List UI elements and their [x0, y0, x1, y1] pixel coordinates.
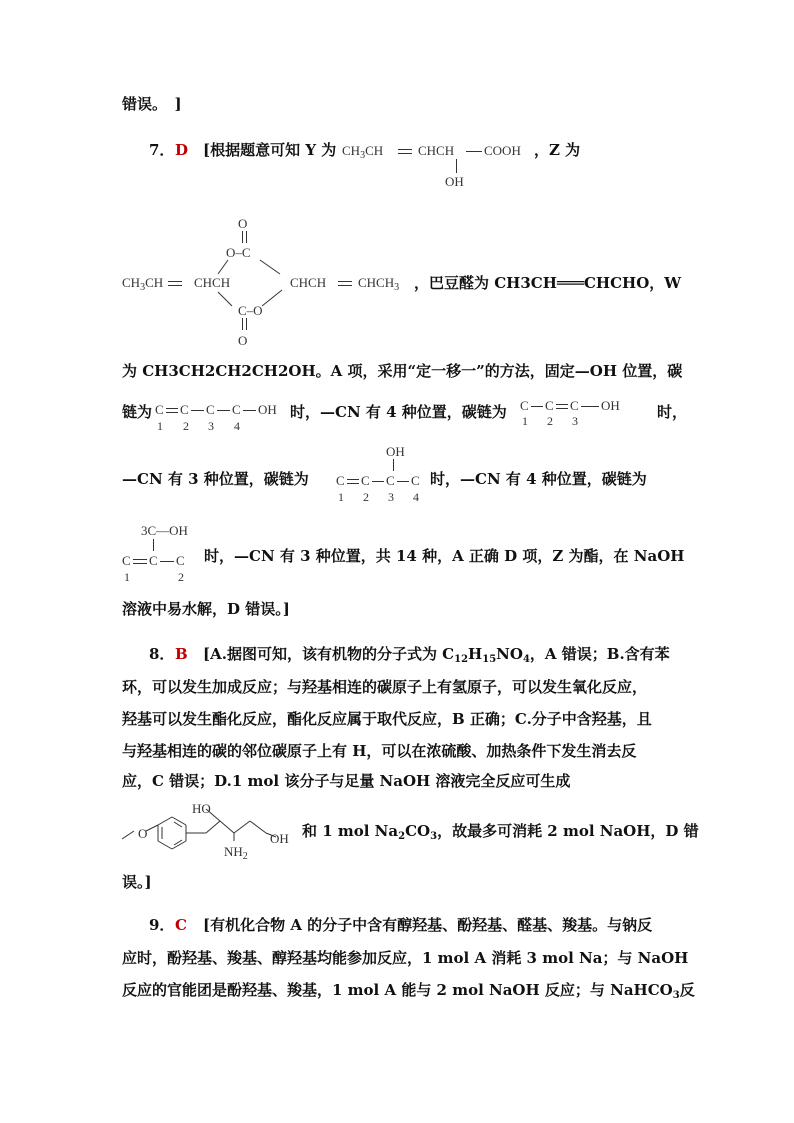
molecule-label: $NH_2$	[224, 844, 248, 862]
double-bond	[133, 559, 147, 564]
single-bond	[191, 410, 204, 411]
carbon-chain-4: C	[149, 553, 158, 568]
z-structure: O	[238, 216, 248, 231]
carbon-chain-2: C	[520, 398, 529, 413]
text-line: 链为	[122, 403, 153, 421]
z-structure: $CH_3CH$	[122, 275, 164, 293]
z-structure: O–C	[226, 245, 251, 260]
single-bond	[153, 539, 154, 551]
text-line: 与羟基相连的碳的邻位碳原子上有 H，可以在浓硫酸、加热条件下发生消去反	[122, 742, 637, 760]
carbon-number: 2	[178, 570, 184, 584]
carbon-number: 4	[413, 490, 419, 504]
single-bond	[581, 406, 599, 407]
carbon-number: 3	[208, 419, 214, 433]
text-line: 反应的官能团是酚羟基、羧基，1 mol A 能与 2 mol NaOH 反应；与 NaHCO$_3$反	[122, 981, 695, 1001]
single-bond	[217, 410, 230, 411]
text-line: 错误。 ]	[122, 95, 182, 113]
y-structure: CHCH	[418, 143, 455, 158]
answer-letter: D	[175, 141, 189, 159]
answer-letter: B	[175, 645, 188, 663]
carbon-chain-1: OH	[258, 402, 277, 417]
carbon-chain-3: C	[336, 473, 345, 488]
text-line: 时，—CN 有 4 种位置，碳链为	[290, 403, 507, 421]
single-bond	[397, 481, 409, 482]
carbon-number: 2	[183, 419, 189, 433]
single-bond	[160, 561, 174, 562]
double-bond	[242, 318, 243, 330]
text-line: 应时，酚羟基、羧基、醇羟基均能参加反应，1 mol A 消耗 3 mol Na；与 NaOH	[122, 949, 689, 967]
molecule-label: OH	[270, 831, 289, 846]
single-bond	[531, 406, 543, 407]
ring-bonds	[0, 0, 794, 360]
carbon-number: 2	[547, 414, 553, 428]
carbon-number: 3	[388, 490, 394, 504]
z-structure: O	[238, 333, 248, 348]
carbon-number: 2	[363, 490, 369, 504]
double-bond	[338, 281, 352, 286]
text-line: 误。]	[122, 873, 152, 891]
carbon-chain-3: C	[386, 473, 395, 488]
text-line: 环，可以发生加成反应；与羟基相连的碳原子上有氢原子，可以发生氧化反应，	[122, 678, 648, 696]
z-structure: $CHCH_3$	[358, 275, 400, 293]
text-line: 和 1 mol $Na_2CO_3$，故最多可消耗 2 mol NaOH，D 错	[302, 822, 699, 842]
text-line: [有机化合物 A 的分子中含有醇羟基、酚羟基、醛基、羧基。与钠反	[203, 916, 653, 934]
single-bond	[393, 459, 394, 471]
y-structure: OH	[445, 174, 464, 189]
carbon-chain-2: C	[570, 398, 579, 413]
question-number: 8．	[149, 645, 175, 663]
question-number: 7．	[149, 141, 175, 159]
carbon-chain-2: C	[545, 398, 554, 413]
double-bond	[246, 318, 247, 330]
carbon-chain-3: C	[361, 473, 370, 488]
double-bond	[556, 404, 568, 409]
question-number: 9．	[149, 916, 175, 934]
carbon-chain-4: C	[122, 553, 131, 568]
z-structure: CHCH	[290, 275, 327, 290]
text-line: ，巴豆醛为 CH3CH═══CHCHO，W	[414, 274, 682, 292]
carbon-chain-3: OH	[386, 444, 405, 459]
carbon-chain-1: C	[155, 402, 164, 417]
text-line: 时，—CN 有 3 种位置，共 14 种，A 正确 D 项，Z 为酯，在 NaOH	[204, 547, 685, 565]
carbon-number: 1	[522, 414, 528, 428]
double-bond	[166, 408, 178, 413]
carbon-number: 4	[234, 419, 240, 433]
double-bond	[168, 281, 182, 286]
text-line: 时，	[657, 403, 688, 421]
carbon-chain-3: C	[411, 473, 420, 488]
text-line: ，Z 为	[534, 141, 581, 159]
double-bond	[347, 479, 359, 484]
text-line: [根据题意可知 Y 为	[203, 141, 337, 159]
carbon-number: 1	[157, 419, 163, 433]
single-bond	[372, 481, 384, 482]
y-structure: $CH_3CH$	[342, 143, 384, 161]
carbon-chain-1: C	[180, 402, 189, 417]
carbon-chain-4: 3C—OH	[141, 523, 188, 538]
carbon-chain-2: OH	[601, 398, 620, 413]
z-structure: C–O	[238, 303, 263, 318]
text-line: [A.据图可知，该有机物的分子式为 $C_{12}H_{15}NO_4$，A 错误；B.含有苯	[203, 645, 670, 665]
molecule-label: O	[138, 826, 148, 841]
carbon-number: 3	[572, 414, 578, 428]
text-line: 时，—CN 有 4 种位置，碳链为	[430, 470, 647, 488]
text-line: —CN 有 3 种位置，碳链为	[122, 470, 309, 488]
single-bond	[243, 410, 256, 411]
carbon-chain-4: C	[176, 553, 185, 568]
carbon-number: 1	[124, 570, 130, 584]
y-structure: COOH	[484, 143, 521, 158]
text-line: 羟基可以发生酯化反应，酯化反应属于取代反应，B 正确；C.分子中含羟基，且	[122, 710, 652, 728]
text-line: 应，C 错误；D.1 mol 该分子与足量 NaOH 溶液完全反应可生成	[122, 772, 571, 790]
answer-letter: C	[175, 916, 187, 934]
carbon-chain-1: C	[206, 402, 215, 417]
text-line: 溶液中易水解，D 错误。]	[122, 600, 290, 618]
text-line: 为 CH3CH2CH2CH2OH。A 项，采用“定一移一”的方法，固定—OH 位置，碳	[122, 362, 683, 380]
molecule-label: HO	[192, 801, 211, 816]
carbon-chain-1: C	[232, 402, 241, 417]
carbon-number: 1	[338, 490, 344, 504]
z-structure: CHCH	[194, 275, 231, 290]
